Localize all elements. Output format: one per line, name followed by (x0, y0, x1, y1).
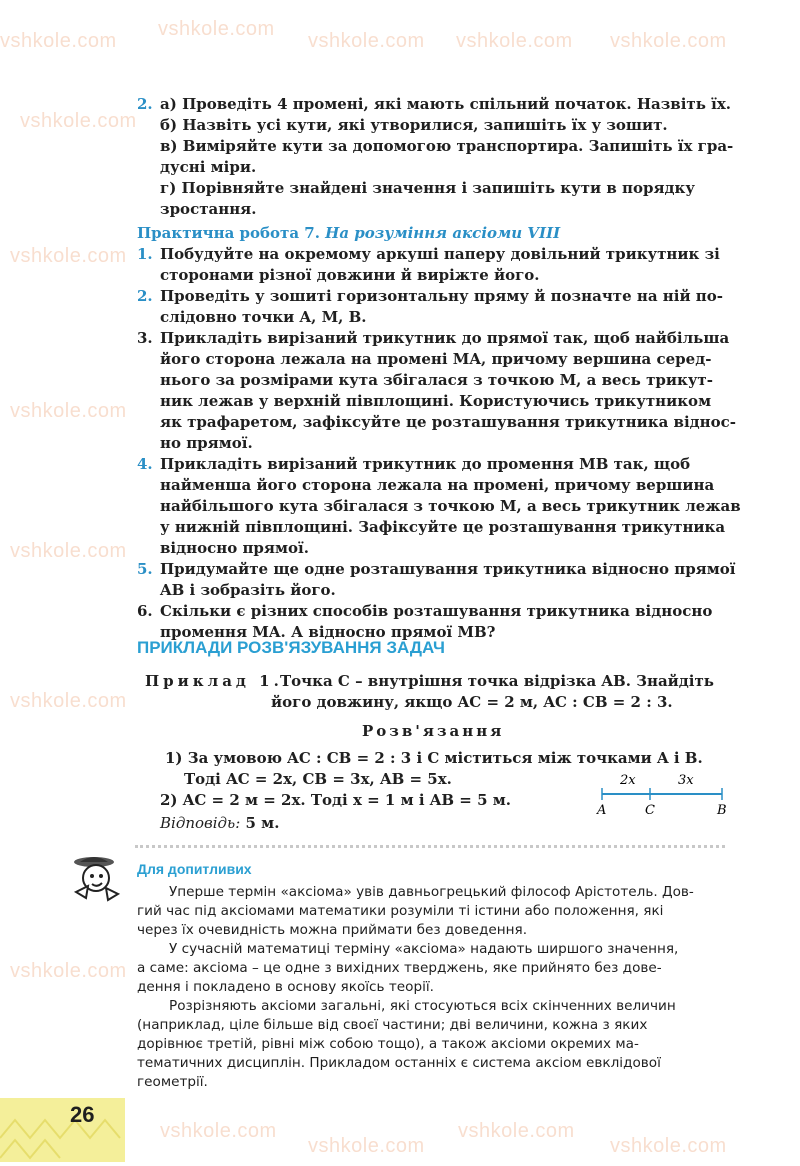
watermark: vshkole.com (458, 1120, 575, 1142)
section-divider (135, 845, 725, 848)
page-number: 26 (70, 1102, 95, 1127)
task-2-b-text: Назвіть усі кути, які утворилися, запишіть їх у зошит. (182, 116, 668, 134)
task-2-v-text: Виміряйте кути за допомогою транспортира. Запишіть їх гра- (182, 137, 734, 155)
practical-item-line: Прикладіть вирізаний трикутник до прямої так, щоб найбільша (160, 329, 730, 347)
curious-line: через їх очевидність можна приймати без доведення. (137, 922, 528, 938)
answer-value: 5 м. (245, 814, 280, 832)
practical-item-line: Проведіть у зошиті горизонтальну пряму й позначте на ній по- (160, 287, 724, 305)
watermark: vshkole.com (456, 30, 573, 52)
solution-step-1-cont: Тоді AC = 2x, CB = 3x, AB = 5x. (184, 770, 452, 788)
practical-item-line: його сторона лежала на промені MA, причому вершина серед- (160, 350, 712, 368)
practical-item-line: AB і зобразіть його. (160, 581, 336, 599)
example-line-2: його довжину, якщо AC = 2 м, AC : CB = 2 : 3. (271, 693, 673, 711)
watermark: vshkole.com (10, 540, 127, 562)
practical-item-line: но прямої. (160, 434, 253, 452)
answer (160, 813, 279, 834)
task-2-v-label: в) (160, 137, 178, 155)
practical-item-line: нього за розмірами кута збігалася з точкою M, а весь трикут- (160, 371, 713, 389)
task-2-g-text-cont: зростання. (160, 200, 257, 218)
watermark: vshkole.com (308, 30, 425, 52)
watermark: vshkole.com (10, 690, 127, 712)
answer-label: Відповідь: (160, 814, 241, 832)
examples-heading: ПРИКЛАДИ РОЗВ'ЯЗУВАННЯ ЗАДАЧ (137, 638, 445, 657)
practical-item-number: 3. (137, 329, 153, 347)
task-2-v-text-cont: дусні міри. (160, 158, 257, 176)
practical-item-line: слідовно точки A, M, B. (160, 308, 367, 326)
practical-item-line: сторонами різної довжини й виріжте його. (160, 266, 540, 284)
curious-line: (наприклад, ціле більше від своєї частини; дві величини, кожна з яких (137, 1017, 648, 1033)
practical-item-line: ник лежав у верхній півплощині. Користуючись трикутником (160, 392, 712, 410)
practical-item-line: Скільки є різних способів розташування трикутника відносно (160, 602, 713, 620)
task-2-b (160, 115, 668, 136)
practical-item-line: відносно прямої. (160, 539, 309, 557)
task-2-a-label: а) (160, 95, 177, 113)
segment-figure (588, 770, 738, 820)
task-2-number: 2. (137, 95, 153, 113)
watermark: vshkole.com (10, 245, 127, 267)
practical-item-line: у нижній півплощині. Зафіксуйте це розташування трикутника (160, 518, 726, 536)
task-2-b-label: б) (160, 116, 178, 134)
watermark: vshkole.com (0, 30, 117, 52)
solution-title: Розв'язання (362, 722, 505, 740)
practical-item-number: 2. (137, 287, 153, 305)
practical-item-number: 5. (137, 560, 153, 578)
task-2-a (160, 94, 731, 115)
practical-item-number: 1. (137, 245, 153, 263)
task-2-a-text: Проведіть 4 промені, які мають спільний початок. Назвіть їх. (182, 95, 731, 113)
practical-item-number: 6. (137, 602, 153, 620)
practical-title: Практична робота 7. (137, 224, 320, 242)
watermark: vshkole.com (308, 1135, 425, 1157)
label-a: A (597, 803, 607, 818)
example-line-1: Точка C – внутрішня точка відрізка AB. Знайдіть (280, 672, 714, 690)
watermark: vshkole.com (10, 400, 127, 422)
watermark: vshkole.com (20, 110, 137, 132)
curious-line: гий час під аксіомами математики розуміли ті істини або положення, які (137, 903, 664, 919)
watermark: vshkole.com (10, 960, 127, 982)
curious-line: дення і покладено в основу якоїсь теорії. (137, 979, 434, 995)
curious-line: Уперше термін «аксіома» увів давньогрецький філософ Арістотель. Дов- (169, 884, 694, 900)
practical-item-line: Придумайте ще одне розташування трикутника відносно прямої (160, 560, 736, 578)
practical-item-line: як трафаретом, зафіксуйте це розташування трикутника віднос- (160, 413, 736, 431)
watermark: vshkole.com (610, 30, 727, 52)
task-2-v (160, 136, 733, 157)
curious-line: У сучасній математиці терміну «аксіома» надають ширшого значення, (169, 941, 679, 957)
page-box-pattern (0, 1098, 125, 1162)
label-b: B (717, 803, 727, 818)
curious-character-icon (68, 852, 124, 902)
task-2-g (160, 178, 695, 199)
curious-line: Розрізняють аксіоми загальні, які стосуються всіх скінченних величин (169, 998, 676, 1014)
watermark: vshkole.com (160, 1120, 277, 1142)
practical-item-line: Прикладіть вирізаний трикутник до промення MB так, щоб (160, 455, 691, 473)
practical-item-line: промення MA. А відносно прямої MB? (160, 623, 496, 641)
task-2-g-label: г) (160, 179, 177, 197)
solution-step-2: 2) AC = 2 м = 2x. Тоді x = 1 м і AB = 5 м. (160, 791, 511, 809)
practical-subtitle: На розуміння аксіоми VIII (325, 224, 561, 242)
practical-item-line: Побудуйте на окремому аркуші паперу довільний трикутник зі (160, 245, 720, 263)
practical-item-number: 4. (137, 455, 153, 473)
curious-line: а саме: аксіома – це одне з вихідних тверджень, яке прийнято без дове- (137, 960, 662, 976)
curious-heading: Для допитливих (137, 861, 252, 877)
watermark: vshkole.com (610, 1135, 727, 1157)
label-3x: 3x (678, 773, 694, 788)
label-c: C (645, 803, 655, 818)
page-number-box (0, 1098, 125, 1162)
practical-item-line: найменша його сторона лежала на промені, причому вершина (160, 476, 715, 494)
label-2x: 2x (620, 773, 636, 788)
solution-step-1: 1) За умовою AC : CB = 2 : 3 і C міститься між точками A і B. (165, 749, 703, 767)
watermark: vshkole.com (158, 18, 275, 40)
curious-line: тематичних дисциплін. Прикладом останніх є система аксіом евклідової (137, 1055, 661, 1071)
task-2-g-text: Порівняйте знайдені значення і запишіть кути в порядку (181, 179, 695, 197)
practical-work-title (137, 223, 560, 244)
example-label: Приклад 1. (145, 672, 283, 690)
practical-item-line: найбільшого кута збігалася з точкою M, а весь трикутник лежав (160, 497, 741, 515)
curious-line: дорівнює третій, рівні між собою тощо), а також аксіоми окремих ма- (137, 1036, 639, 1052)
curious-line: геометрії. (137, 1074, 208, 1090)
